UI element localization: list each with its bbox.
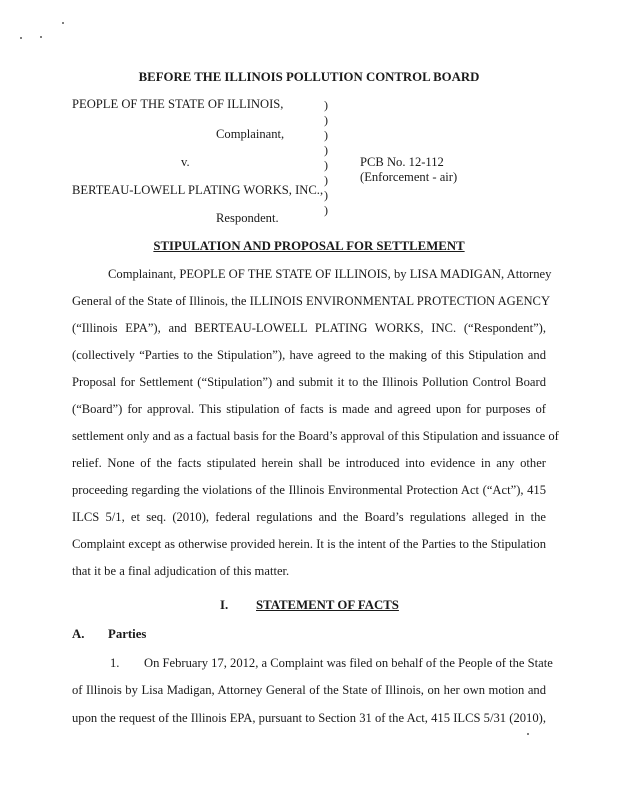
plaintiff-role: Complainant,: [216, 127, 285, 141]
intro-line: General of the State of Illinois, the ILLINOIS ENVIRONMENTAL PROTECTION AGENCY: [72, 294, 551, 308]
paragraph-number: 1.: [110, 656, 120, 670]
subsection-title: Parties: [108, 627, 147, 641]
caption-bracket: ): [324, 158, 328, 172]
scan-speck: [40, 36, 42, 38]
subsection-letter: A.: [72, 627, 85, 641]
caption-bracket: ): [324, 143, 328, 157]
caption-bracket: ): [324, 128, 328, 142]
caption-bracket: ): [324, 173, 328, 187]
caption-bracket: ): [324, 203, 328, 217]
defendant-role: Respondent.: [216, 211, 279, 225]
intro-line: proceeding regarding the violations of the Illinois Environmental Protection Act (“Act”), 415: [72, 483, 546, 497]
intro-line: (“Board”) for approval. This stipulation of facts is made and agreed upon for purposes of: [72, 402, 546, 416]
intro-line: ILCS 5/1, et seq. (2010), federal regulations and the Board’s regulations alleged in the: [72, 510, 546, 524]
intro-line: that it be a final adjudication of this matter.: [72, 564, 290, 578]
paragraph-line: of Illinois by Lisa Madigan, Attorney General of the State of Illinois, on her own motion and: [72, 683, 546, 697]
versus: v.: [181, 155, 190, 169]
intro-line: settlement only and as a factual basis for the Board’s approval of this Stipulation and issuance of: [72, 429, 559, 443]
intro-line: Proposal for Settlement (“Stipulation”) and submit it to the Illinois Pollution Control Board: [72, 375, 546, 389]
section-number: I.: [220, 598, 229, 612]
board-title: BEFORE THE ILLINOIS POLLUTION CONTROL BOARD: [138, 70, 480, 84]
scan-speck: [20, 37, 22, 39]
scan-speck: [527, 733, 529, 735]
scan-speck: [62, 22, 64, 24]
defendant-name: BERTEAU-LOWELL PLATING WORKS, INC.,: [72, 183, 324, 197]
case-number: PCB No. 12-112: [360, 155, 444, 169]
intro-line: Complaint except as otherwise provided herein. It is the intent of the Parties to the Stipulation: [72, 537, 546, 551]
intro-line: Complainant, PEOPLE OF THE STATE OF ILLINOIS, by LISA MADIGAN, Attorney: [108, 267, 552, 281]
caption-bracket: ): [324, 98, 328, 112]
paragraph-line: upon the request of the Illinois EPA, pursuant to Section 31 of the Act, 415 ILCS 5/31 (2010),: [72, 711, 546, 725]
intro-line: (“Illinois EPA”), and BERTEAU-LOWELL PLATING WORKS, INC. (“Respondent”),: [72, 321, 546, 335]
intro-line: relief. None of the facts stipulated herein shall be introduced into evidence in any other: [72, 456, 546, 470]
paragraph-line: On February 17, 2012, a Complaint was filed on behalf of the People of the State: [144, 656, 553, 670]
section-title: STATEMENT OF FACTS: [256, 598, 399, 612]
plaintiff-name: PEOPLE OF THE STATE OF ILLINOIS,: [72, 97, 284, 111]
caption-bracket: ): [324, 188, 328, 202]
case-type: (Enforcement - air): [360, 170, 458, 184]
caption-bracket: ): [324, 113, 328, 127]
document-title: STIPULATION AND PROPOSAL FOR SETTLEMENT: [153, 239, 465, 253]
intro-line: (collectively “Parties to the Stipulation”), have agreed to the making of this Stipulation and: [72, 348, 546, 362]
